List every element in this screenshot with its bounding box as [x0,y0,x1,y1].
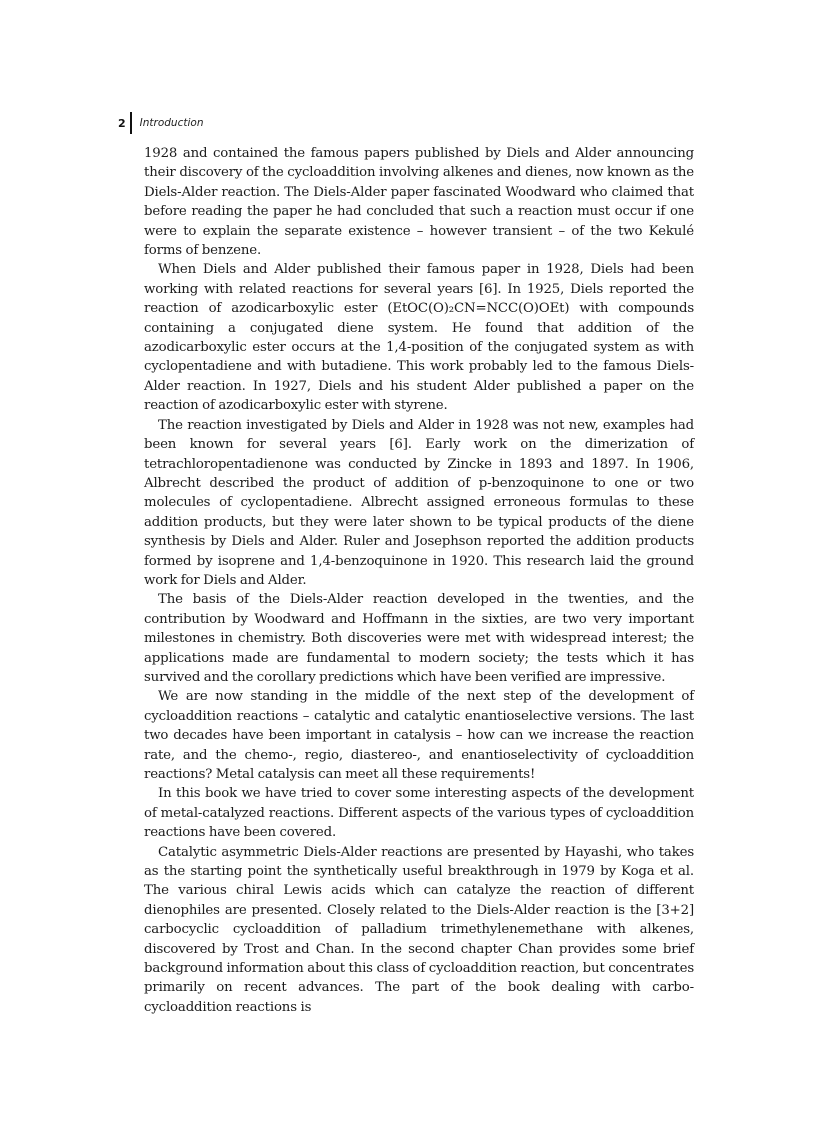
section-title: Introduction [139,117,204,129]
paragraph-5: We are now standing in the middle of the next step of the development of cycloaddition reactions – catalytic and catalytic enantioselective versions. The last two decades have been important in catalysis – how can we increase the reaction rate, and the chemo-, regio, diastereo-, and enantioselectivity of cycloaddition reactions? Metal catalysis can meet all these requirements! [144,689,694,782]
paragraph-2: When Diels and Alder published their famous paper in 1928, Diels had been working with related reactions for several years [6]. In 1925, Diels reported the reaction of azodicarboxylic ester (EtOC(O)₂CN=NCC(O)OEt) with compounds containing a conjugated diene system. He found that addition of the azodicarboxylic ester occurs at the 1,4-position of the conjugated system as with cyclopentadiene and with butadiene. This work probably led to the famous Diels-Alder reaction. In 1927, Diels and his student Alder published a paper on the reaction of azodicarboxylic ester with styrene. [144,262,694,414]
paragraph-7: Catalytic asymmetric Diels-Alder reactions are presented by Hayashi, who takes as the starting point the synthetically useful breakthrough in 1979 by Koga et al. The various chiral Lewis acids which can catalyze the reaction of different dienophiles are presented. Closely related to the Diels-Alder reaction is the [3+2] carbocyclic cycloaddition of palladium trimethylenemethane with alkenes, discovered by Trost and Chan. In the second chapter Chan provides some brief background information about this class of cycloaddition reaction, but concentrates primarily on recent advances. The part of the book dealing with carbo-cycloaddition reactions is [144,844,694,1015]
page-number: 2 [118,116,126,130]
paragraph-1: 1928 and contained the famous papers published by Diels and Alder announcing their discovery of the cycloaddition involving alkenes and dienes, now known as the Diels-Alder reaction. The Diels-Alder paper fascinated Woodward who claimed that before reading the paper he had concluded that such a reaction must occur if one were to explain the separate existence – however transient – of the two Kekulé forms of benzene. [144,146,694,259]
paragraph-4: The basis of the Diels-Alder reaction developed in the twenties, and the contribution by Woodward and Hoffmann in the sixties, are two very important milestones in chemistry. Both discoveries were met with widespread interest; the applications made are fundamental to modern society; the tests which it has survived and the corollary predictions which have been verified are impressive. [144,592,694,685]
header-divider [130,112,132,134]
paragraph-3: The reaction investigated by Diels and Alder in 1928 was not new, examples had been known for several years [6]. Early work on the dimerization of tetrachloropentadienone was conducted by Zincke in 1893 and 1897. In 1906, Albrecht described the product of addition of p-benzoquinone to one or two molecules of cyclopentadiene. Albrecht assigned erroneous formulas to these addition products, but they were later shown to be typical products of the diene synthesis by Diels and Alder. Ruler and Josephson reported the addition products formed by isoprene and 1,4-benzoquinone in 1920. This research laid the ground work for Diels and Alder. [144,417,694,588]
body-text [144,144,694,1017]
running-head [118,112,203,134]
paragraph-6: In this book we have tried to cover some interesting aspects of the development of metal-catalyzed reactions. Different aspects of the various types of cycloaddition reactions have been covered. [144,786,694,841]
